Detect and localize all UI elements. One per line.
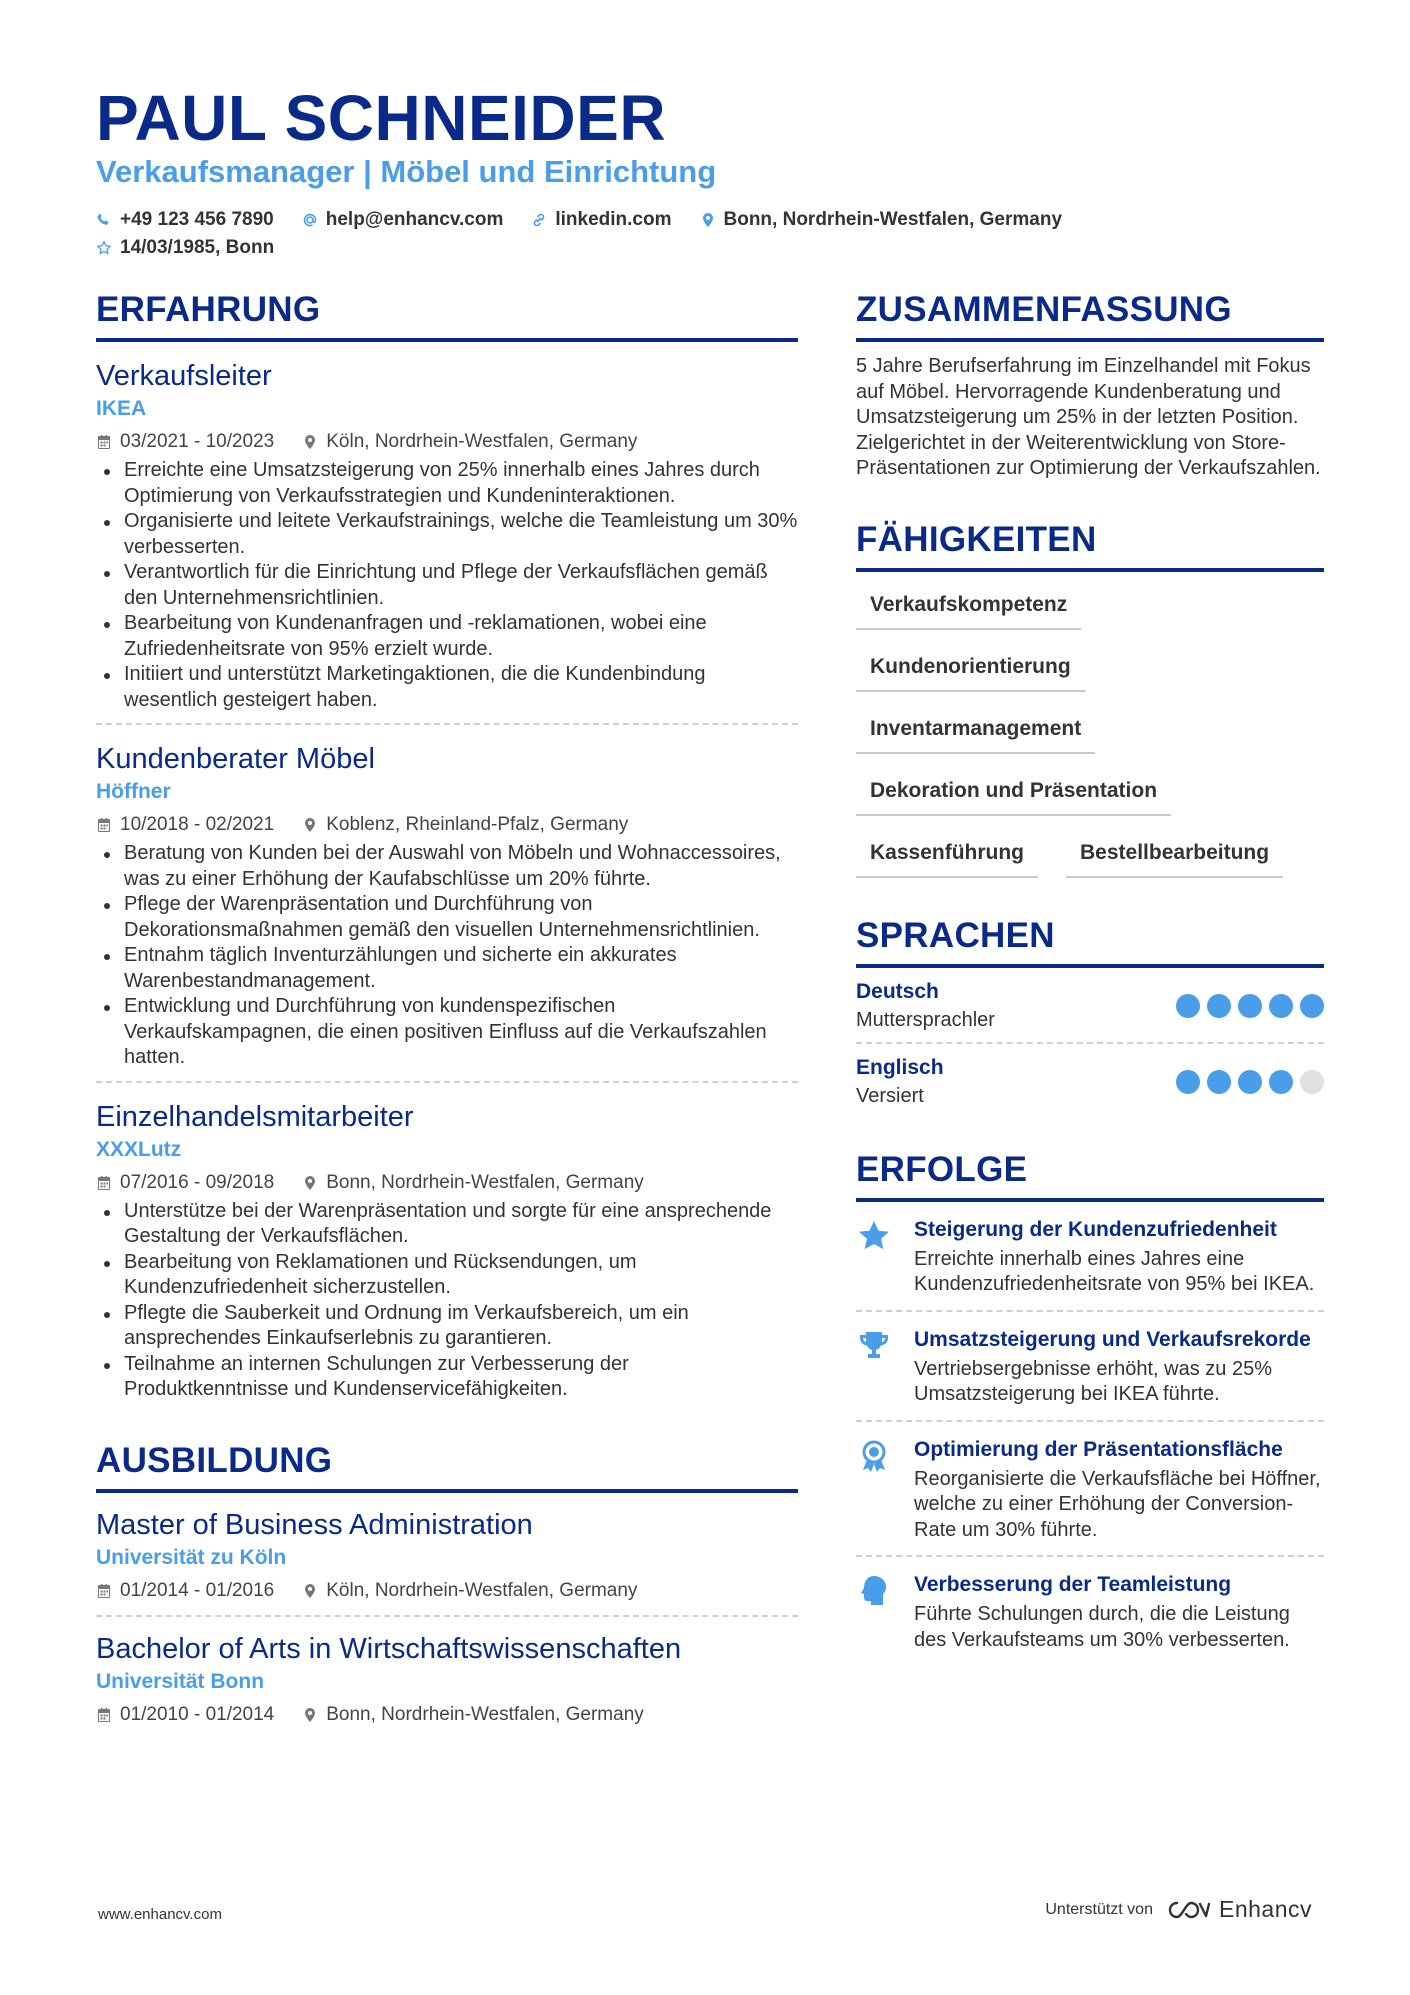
achievement-title: Optimierung der Präsentationsfläche [914, 1437, 1283, 1461]
calendar-icon [96, 1707, 112, 1723]
job-bullet: Unterstütze bei der Warenpräsentation und sorgte für eine ansprechende Gestaltung der Verkaufsflächen. [96, 1199, 798, 1250]
achievement-desc: Vertriebsergebnisse erhöht, was zu 25% Umsatzsteigerung bei IKEA führte. [914, 1357, 1272, 1405]
language-level: Versiert [856, 1084, 924, 1107]
edu-school: Universität Bonn [96, 1669, 265, 1693]
rating-dot-filled [1176, 994, 1200, 1018]
location-pin-icon [302, 1707, 318, 1723]
rating-dot-filled [1238, 994, 1262, 1018]
right-column [856, 288, 1324, 1665]
skills-list [856, 586, 1324, 878]
summary-text: 5 Jahre Berufserfahrung im Einzelhandel mit Fokus auf Möbel. Hervorragende Kundenberatung und Umsatzsteigerung um 25% in der letzten Position. Zielgerichtet in der Weiterentwicklung von Store-Präsentationen zur Optimierung der Verkaufszahlen. [856, 355, 1321, 479]
calendar-icon [96, 434, 112, 450]
job-location: Bonn, Nordrhein-Westfalen, Germany [326, 1171, 644, 1193]
job-bullet: Organisierte und leitete Verkaufstrainings, welche die Teamleistung um 30% verbesserten. [96, 509, 798, 560]
section-title-skills: FÄHIGKEITEN [856, 518, 1324, 572]
calendar-icon [96, 1175, 112, 1191]
contact-info [96, 206, 1316, 262]
section-title-summary: ZUSAMMENFASSUNG [856, 288, 1324, 342]
rating-dot-filled [1269, 994, 1293, 1018]
skill-tag: Inventarmanagement [856, 710, 1095, 754]
star-icon [856, 1216, 896, 1298]
edu-dates: 01/2014 - 01/2016 [120, 1579, 275, 1601]
achievement-entry [856, 1310, 1324, 1420]
rating-dot-filled [1300, 994, 1324, 1018]
job-location: Koblenz, Rheinland-Pfalz, Germany [326, 814, 629, 835]
section-title-achievements: ERFOLGE [856, 1148, 1324, 1202]
job-bullets [96, 841, 798, 1071]
achievement-entry [856, 1420, 1324, 1556]
email-text: help@enhancv.com [325, 209, 504, 230]
job-bullets [96, 458, 798, 713]
skill-tag: Verkaufskompetenz [856, 586, 1081, 630]
job-company: IKEA [96, 397, 147, 420]
job-meta [96, 428, 798, 456]
job-meta [96, 1169, 798, 1197]
edu-degree: Master of Business Administration [96, 1508, 533, 1541]
candidate-title: Verkaufsmanager | Möbel und Einrichtung [96, 154, 717, 189]
rating-dot-filled [1207, 994, 1231, 1018]
calendar-icon [96, 1583, 112, 1599]
achievement-desc: Reorganisierte die Verkaufsfläche bei Höffner, welche zu einer Erhöhung der Conversion-Rate um 30% führte. [914, 1467, 1321, 1541]
powered-by-text: Unterstützt von [1045, 1900, 1153, 1918]
brand-name: Enhancv [1218, 1896, 1312, 1922]
skill-tag: Bestellbearbeitung [1066, 834, 1283, 878]
job-bullet: Verantwortlich für die Einrichtung und Pflege der Verkaufsflächen gemäß den Unternehmensrichtlinien. [96, 560, 798, 611]
edu-dates: 01/2010 - 01/2014 [120, 1703, 275, 1725]
edu-location: Köln, Nordrhein-Westfalen, Germany [326, 1579, 638, 1601]
linkedin-text: linkedin.com [555, 209, 672, 230]
birth-text: 14/03/1985, Bonn [120, 237, 275, 258]
achievement-title: Verbesserung der Teamleistung [914, 1573, 1232, 1596]
job-location: Köln, Nordrhein-Westfalen, Germany [326, 431, 638, 452]
job-dates: 03/2021 - 10/2023 [120, 431, 275, 452]
rating-dot-filled [1176, 1070, 1200, 1094]
calendar-icon [96, 817, 112, 833]
job-bullets [96, 1199, 798, 1403]
phone-text: +49 123 456 7890 [120, 209, 274, 230]
contact-location [700, 206, 1063, 234]
location-pin-icon [302, 1175, 318, 1191]
job-bullet: Teilnahme an internen Schulungen zur Verbesserung der Produktkenntnisse und Kundenservicefähigkeiten. [96, 1352, 798, 1403]
language-level: Muttersprachler [856, 1008, 995, 1031]
job-entry [96, 1081, 798, 1403]
job-bullet: Pflegte die Sauberkeit und Ordnung im Verkaufsbereich, um ein ansprechendes Einkaufserlebnis zu garantieren. [96, 1301, 798, 1352]
language-name: Englisch [856, 1055, 944, 1079]
job-company: Höffner [96, 780, 171, 803]
job-bullet: Bearbeitung von Reklamationen und Rücksendungen, um Kundenzufriedenheit sicherzustellen. [96, 1250, 798, 1301]
job-dates: 10/2018 - 02/2021 [120, 814, 275, 835]
education-entry [96, 1493, 798, 1605]
job-entry [96, 342, 798, 713]
skill-tag: Dekoration und Präsentation [856, 772, 1171, 816]
link-icon [531, 212, 547, 228]
achievement-title: Umsatzsteigerung und Verkaufsrekorde [914, 1327, 1311, 1351]
job-role: Einzelhandelsmitarbeiter [96, 1100, 414, 1133]
achievement-entry [856, 1555, 1324, 1665]
edu-meta [96, 1701, 798, 1729]
achievement-desc: Erreichte innerhalb eines Jahres eine Kundenzufriedenheitsrate von 95% bei IKEA. [914, 1247, 1315, 1295]
enhancv-logo[interactable] [1165, 1896, 1312, 1923]
job-role: Kundenberater Möbel [96, 743, 375, 775]
job-bullet: Pflege der Warenpräsentation und Durchführung von Dekorationsmaßnahmen gemäß den visuellen Unternehmensrichtlinien. [96, 892, 798, 943]
skill-tag: Kassenführung [856, 834, 1038, 878]
location-pin-icon [302, 817, 318, 833]
language-rating [1176, 1070, 1324, 1094]
location-pin-icon [700, 212, 716, 228]
language-rating [1176, 994, 1324, 1018]
edu-school: Universität zu Köln [96, 1545, 287, 1569]
job-role: Verkaufsleiter [96, 360, 272, 392]
job-company: XXXLutz [96, 1137, 182, 1161]
education-entry [96, 1615, 798, 1729]
at-icon [302, 212, 318, 228]
infinity-icon [1165, 1898, 1211, 1922]
job-bullet: Entnahm täglich Inventurzählungen und sicherte ein akkurates Warenbestandmanagement. [96, 943, 798, 994]
medal-icon [856, 1436, 896, 1544]
job-bullet: Initiiert und unterstützt Marketingaktionen, die die Kundenbindung wesentlich gesteigert haben. [96, 662, 798, 713]
trophy-icon [856, 1326, 896, 1408]
achievement-desc: Führte Schulungen durch, die die Leistung des Verkaufsteams um 30% verbesserten. [914, 1603, 1290, 1651]
head-icon [856, 1571, 896, 1653]
achievement-entry [856, 1202, 1324, 1310]
section-title-experience: ERFAHRUNG [96, 288, 798, 342]
phone-icon [96, 212, 112, 228]
left-column [96, 288, 798, 1729]
job-meta [96, 811, 798, 839]
edu-location: Bonn, Nordrhein-Westfalen, Germany [326, 1703, 644, 1725]
rating-dot-empty [1300, 1070, 1324, 1094]
skill-tag: Kundenorientierung [856, 648, 1085, 692]
job-bullet: Entwicklung und Durchführung von kundenspezifischen Verkaufskampagnen, die einen positiven Einfluss auf die Verkaufszahlen hatten. [96, 994, 798, 1071]
rating-dot-filled [1269, 1070, 1293, 1094]
job-dates: 07/2016 - 09/2018 [120, 1171, 275, 1193]
language-name: Deutsch [856, 979, 939, 1003]
contact-linkedin[interactable] [531, 206, 671, 234]
rating-dot-filled [1207, 1070, 1231, 1094]
contact-phone [96, 206, 274, 234]
edu-degree: Bachelor of Arts in Wirtschaftswissenschaften [96, 1632, 682, 1665]
location-text: Bonn, Nordrhein-Westfalen, Germany [723, 209, 1063, 230]
language-entry [856, 968, 1324, 1042]
section-title-education: AUSBILDUNG [96, 1439, 798, 1493]
location-pin-icon [302, 1583, 318, 1599]
contact-email[interactable] [302, 206, 504, 234]
footer-brand [1045, 1896, 1312, 1923]
star-outline-icon [96, 240, 112, 256]
rating-dot-filled [1238, 1070, 1262, 1094]
footer-website[interactable]: www.enhancv.com [98, 1906, 222, 1923]
job-bullet: Beratung von Kunden bei der Auswahl von Möbeln und Wohnaccessoires, was zu einer Erhöhung der Kaufabschlüsse um 20% führte. [96, 841, 798, 892]
candidate-name: PAUL SCHNEIDER [96, 82, 667, 154]
achievement-title: Steigerung der Kundenzufriedenheit [914, 1217, 1277, 1241]
section-title-languages: SPRACHEN [856, 914, 1324, 968]
contact-birth [96, 234, 274, 262]
language-entry [856, 1042, 1324, 1118]
job-bullet: Erreichte eine Umsatzsteigerung von 25% innerhalb eines Jahres durch Optimierung von Verkaufsstrategien und Kundeninteraktionen. [96, 458, 798, 509]
job-bullet: Bearbeitung von Kundenanfragen und -reklamationen, wobei eine Zufriedenheitsrate von 95% erzielt wurde. [96, 611, 798, 662]
edu-meta [96, 1577, 798, 1605]
location-pin-icon [302, 434, 318, 450]
job-entry [96, 723, 798, 1071]
